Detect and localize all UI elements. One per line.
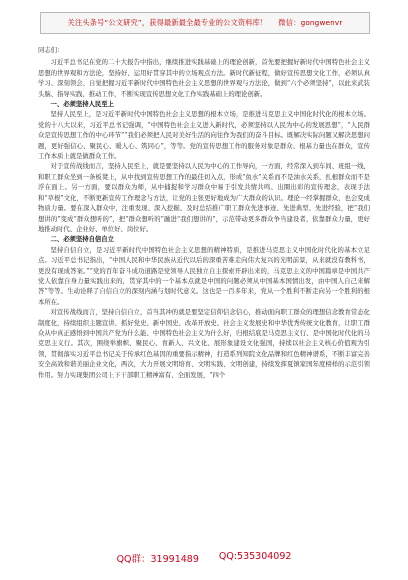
section-heading: 一、必须坚持人民至上 <box>50 101 114 109</box>
body-paragraph: 坚持自信自立，是习近平新时代中国特色社会主义思想的精神特质，是推进马克思主义中国化时代化的基本立足点。习近平总书记指出，“中国人民和中华民族从近代以后的深重苦难走向伟大复兴的光明前景，从来就没有教科书，更没有现成答案。”“党的百年奋斗成功道路是党领导人民独立自主探索开辟出来的，马克思主义的中国篇章是中国共产党人依靠自身力量实践出来的，贯穿其中的一个基本点就是中国的问题必须从中国基本国情出发，由中国人自己来解答”等等。生动诠释了自信自立的深刻内涵与划时代意义。这也是一百多年来，党从一个胜利不断走向另一个胜利的根本所在。 <box>38 246 370 306</box>
footer-contact <box>0 551 408 567</box>
header-banner <box>40 12 370 34</box>
footer-qq-group: QQ群：31991489 <box>116 554 199 565</box>
body-paragraph: 对宣传战线而言，坚持自信自立，首当其冲的就是要坚定信仰信念信心，推动面向职工群众的理想信念教育常态化制度化，持续组织主题宣讲、抓好党史、新中国史、改革开放史、社会主义发展史和中华优秀传统文化教育，让职工群众从中真正感悟到中国共产党为什么能、中国特色社会主义为什么好，归根结底是马克思主义行、是中国化时代化的马克思主义行。其次，围绕举旗帜、聚民心、育新人、兴文化、展形象建设文化强国，持续以社会主义核心价值观为引领，贯彻落实习近平总书记关于传承红色基因的重要指示精神，打造系列知院文化品牌和红色精神谱系，不断丰富完善安全高效和谐美丽企业文化，两次，大力开展文明培育、文明实践、文明创建，持续发挥夏镇家国年度榜样的示范引领作用。努力实现集团公司上下干部职工精神富有、全面发展，“四个 <box>38 309 370 379</box>
footer-qq: QQ:535304092 <box>218 551 292 562</box>
paragraph-container <box>38 58 370 381</box>
banner-separator <box>270 19 275 28</box>
body-paragraph: 对于宣传战线而言，坚持人民至上，就是要坚持以人民为中心的工作导向，一方面，经常深入到车间、班组一线，和职工群众坐到一条板凳上，从中找到宣传思想工作的最佳切入点，形成“鱼水”关系而不是油水关系，扎根群众而不是浮在面上。另一方面，要以群众为师，从中捕捉和学习群众中易于引发共情共鸣、出圈出彩的宣传理念，表现手法和“草根”文化，不断更新宣传工作理念与方法，让党的主张更好地成为广大群众的认识。理论一经掌握群众，也会变成物质力量。要在深入群众中，注重发现、深入挖掘、及时总结推广职工群众先进事迹、先进典型、先进经验，把“我们想讲的”变成“群众想听的”，把“群众想听的”融进“我们想讲的”，示范带动更多群众争当建设者、依靠群众力量，更好地推动时代、企业好、单位好、岗位好。 <box>38 163 370 233</box>
banner-text: 关注头条号“公文研究”，获得最新最全最专业的公文资料库！ <box>67 18 268 27</box>
body-paragraph: 习近平总书记在党的二十大报告中指出，继续推进实践基础上的理论创新，首先要把握好新时代中国特色社会主义思想的世界观和方法论，坚持好、运用好贯穿其中的立场观点方法。新时代新征程，做好宣传思想文化工作，必须认真学习、深刻领会、自觉把握习近平新时代中国特色社会主义思想的世界观与方法论，做到“六个必须坚持”，以此来武装头脑、指导实践、推动工作，不断实现宣传思想文化工作实践基础上的理论创新。 <box>38 59 370 98</box>
banner-wechat: 微信：gongwenvr <box>278 18 343 27</box>
section-heading: 二、必须坚持自信自立 <box>50 236 114 244</box>
document-body <box>38 46 370 381</box>
body-paragraph: 坚持人民至上，是习近平新时代中国特色社会主义思想的根本立场，是推进马克思主义中国化时代化的根本立场。党的十八大以来，习近平总书记强调，“中国特色社会主义进入新时代，必须坚持以人民为中心的发展思想”，“人民群众是宣传思想工作的中心环节”“我们必须把人民对美好生活的向往作为我们的奋斗目标。既解决实际问题又解决思想问题，更好强信心、聚民心、暖人心、筑同心”，等等。党的宣传思想工作的服务对象是群众、根基力量也在群众，宣传工作本质上就是做群众工作。 <box>38 111 370 161</box>
greeting: 同志们： <box>38 47 64 54</box>
